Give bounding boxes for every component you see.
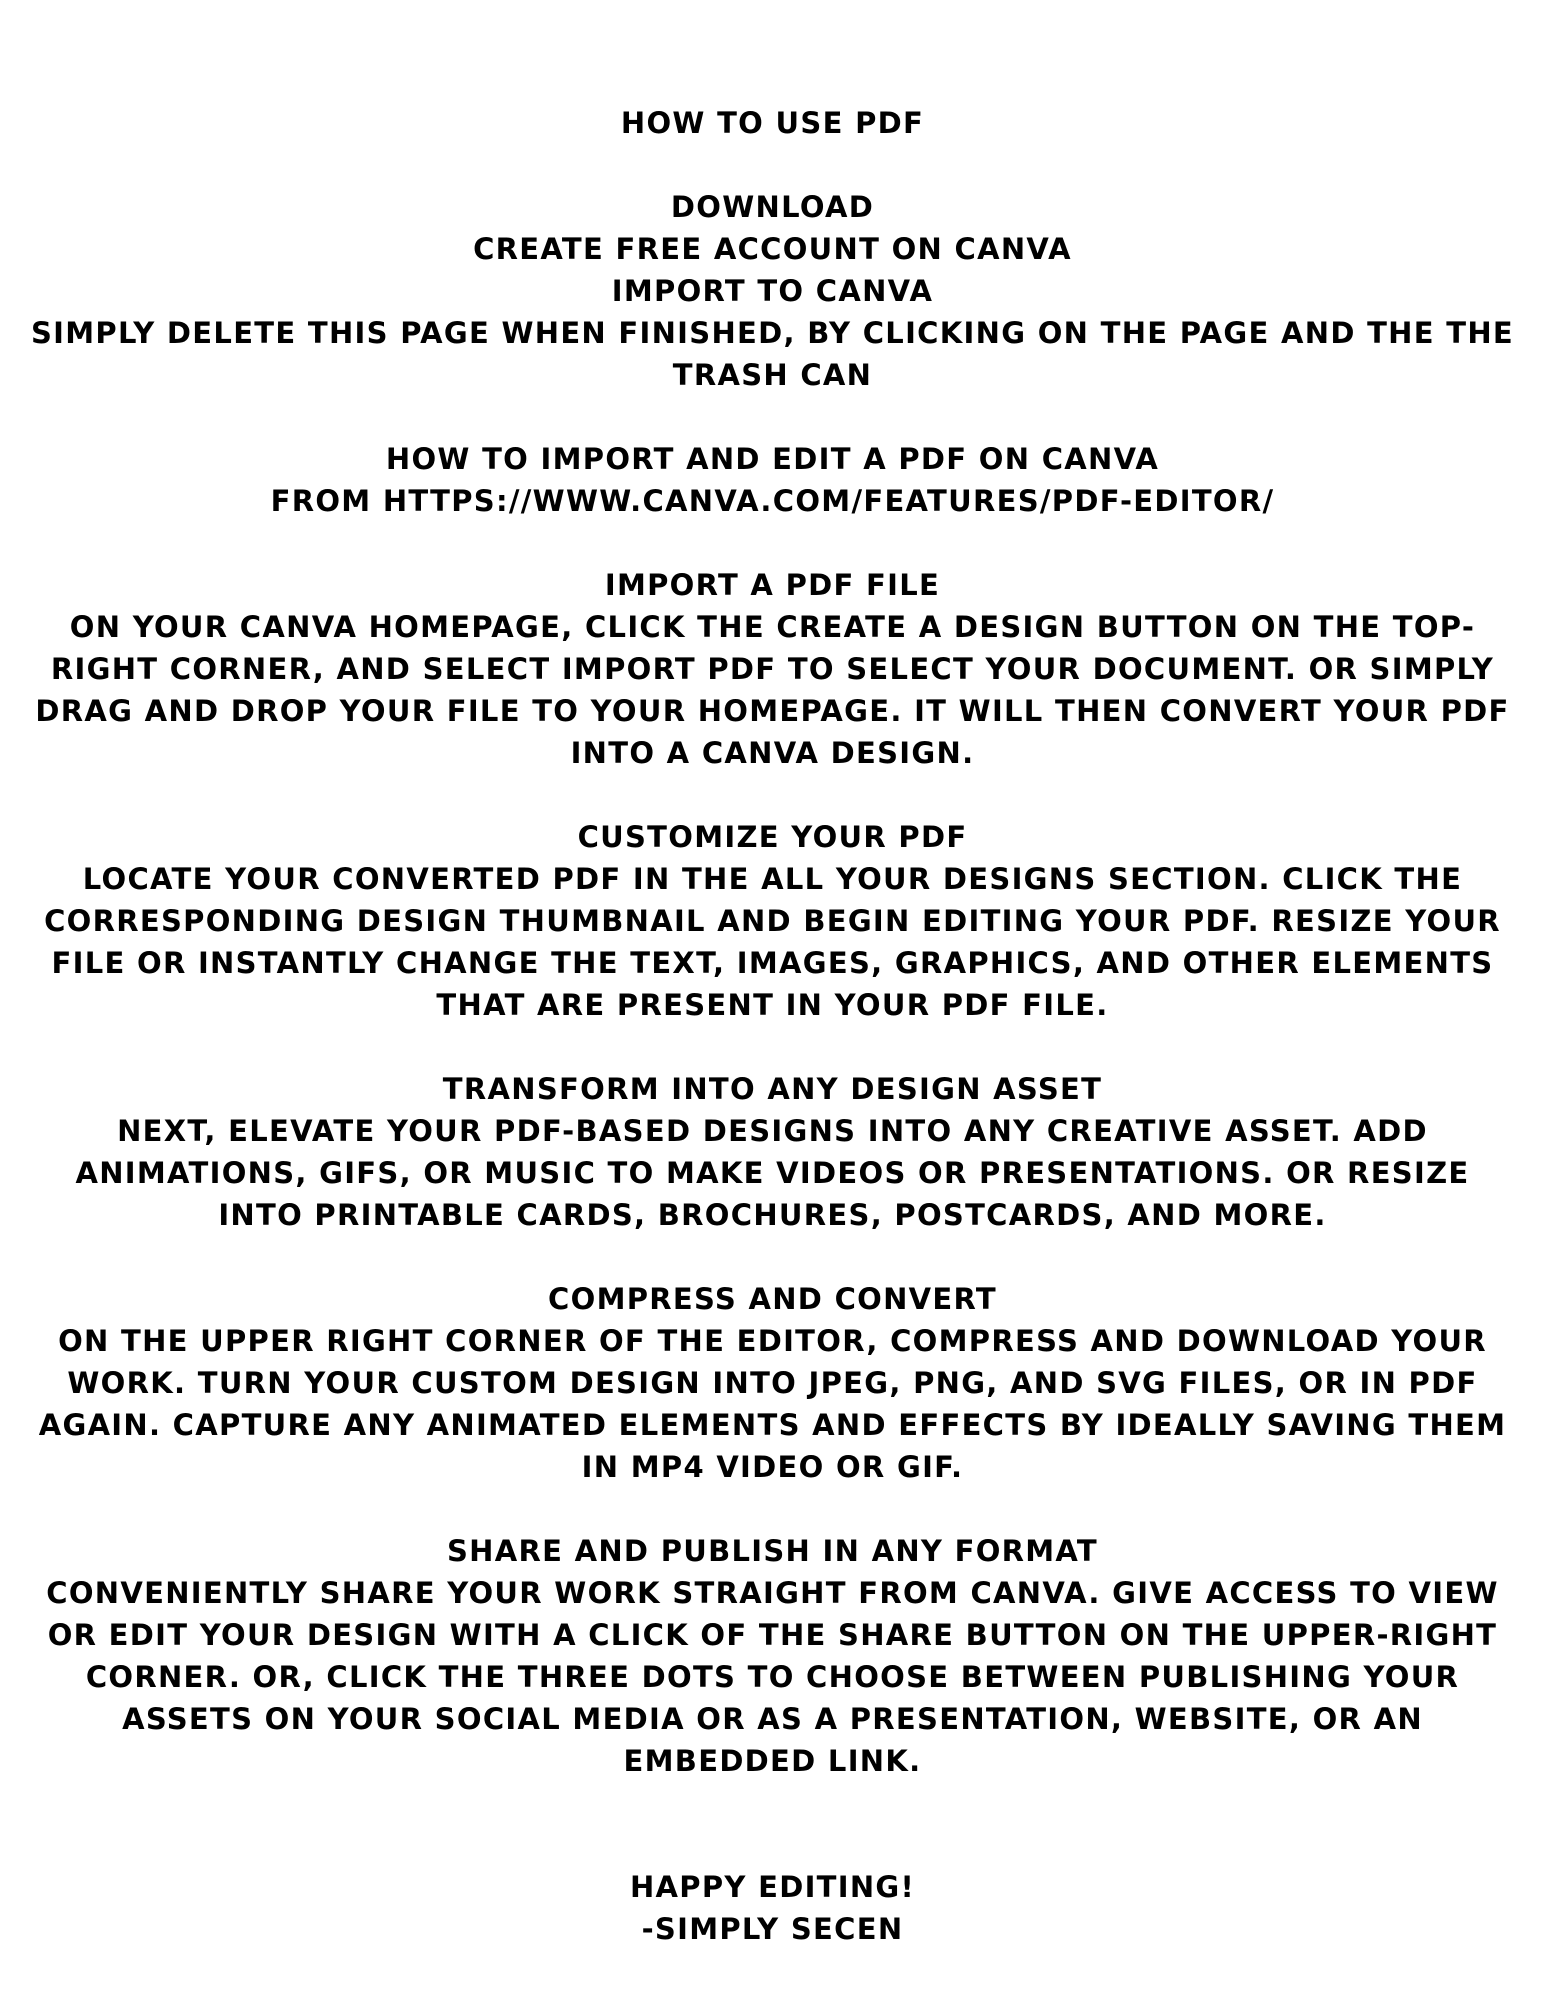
section-body: ON THE UPPER RIGHT CORNER OF THE EDITOR, COMPRESS AND DOWNLOAD YOUR WORK. TURN YOUR CUSTOM DESIGN INTO JPEG, PNG, AND SVG FILES, OR IN PDF AGAIN. CAPTURE ANY ANIMATED ELEMENTS AND EFFECTS BY IDEALLY SAVING THEM IN MP4 VIDEO OR GIF. [38, 1324, 1507, 1484]
intro-step: IMPORT TO CANVA [611, 274, 934, 308]
section-compress [30, 1278, 1515, 1488]
section-heading: SHARE AND PUBLISH IN ANY FORMAT [446, 1534, 1099, 1568]
intro-step: SIMPLY DELETE THIS PAGE WHEN FINISHED, BY CLICKING ON THE PAGE AND THE THE TRASH CAN [30, 316, 1515, 392]
section-heading: IMPORT A PDF FILE [604, 568, 941, 602]
closing-line: HAPPY EDITING! [629, 1870, 916, 1904]
section-body: NEXT, ELEVATE YOUR PDF-BASED DESIGNS INTO ANY CREATIVE ASSET. ADD ANIMATIONS, GIFS, OR MUSIC TO MAKE VIDEOS OR PRESENTATIONS. OR RESIZE INTO PRINTABLE CARDS, BROCHURES, POSTCARDS, AND MORE. [75, 1114, 1470, 1232]
intro-step: CREATE FREE ACCOUNT ON CANVA [473, 232, 1072, 266]
source-url: FROM HTTPS://WWW.CANVA.COM/FEATURES/PDF-EDITOR/ [270, 484, 1275, 518]
section-body: LOCATE YOUR CONVERTED PDF IN THE ALL YOUR DESIGNS SECTION. CLICK THE CORRESPONDING DESIGN THUMBNAIL AND BEGIN EDITING YOUR PDF. RESIZE YOUR FILE OR INSTANTLY CHANGE THE TEXT, IMAGES, GRAPHICS, AND OTHER ELEMENTS THAT ARE PRESENT IN YOUR PDF FILE. [44, 862, 1501, 1022]
section-body: ON YOUR CANVA HOMEPAGE, CLICK THE CREATE A DESIGN BUTTON ON THE TOP-RIGHT CORNER, AND SELECT IMPORT PDF TO SELECT YOUR DOCUMENT. OR SIMPLY DRAG AND DROP YOUR FILE TO YOUR HOMEPAGE. IT WILL THEN CONVERT YOUR PDF INTO A CANVA DESIGN. [35, 610, 1510, 770]
section-transform [30, 1068, 1515, 1236]
section-import [30, 564, 1515, 774]
intro-title: HOW TO USE PDF [620, 106, 925, 140]
intro-step: DOWNLOAD [670, 190, 875, 224]
document-content [30, 102, 1515, 1950]
section-heading: CUSTOMIZE YOUR PDF [577, 820, 968, 854]
signature: -SIMPLY SECEN [641, 1912, 904, 1946]
section-share [30, 1530, 1515, 1782]
closing-block [30, 1866, 1515, 1950]
section-customize [30, 816, 1515, 1026]
intro-block [30, 102, 1515, 396]
source-block [30, 438, 1515, 522]
section-heading: COMPRESS AND CONVERT [548, 1282, 997, 1316]
section-heading: TRANSFORM INTO ANY DESIGN ASSET [442, 1072, 1103, 1106]
section-body: CONVENIENTLY SHARE YOUR WORK STRAIGHT FROM CANVA. GIVE ACCESS TO VIEW OR EDIT YOUR DESIGN WITH A CLICK OF THE SHARE BUTTON ON THE UPPER-RIGHT CORNER. OR, CLICK THE THREE DOTS TO CHOOSE BETWEEN PUBLISHING YOUR ASSETS ON YOUR SOCIAL MEDIA OR AS A PRESENTATION, WEBSITE, OR AN EMBEDDED LINK. [46, 1576, 1499, 1778]
source-title: HOW TO IMPORT AND EDIT A PDF ON CANVA [385, 442, 1160, 476]
